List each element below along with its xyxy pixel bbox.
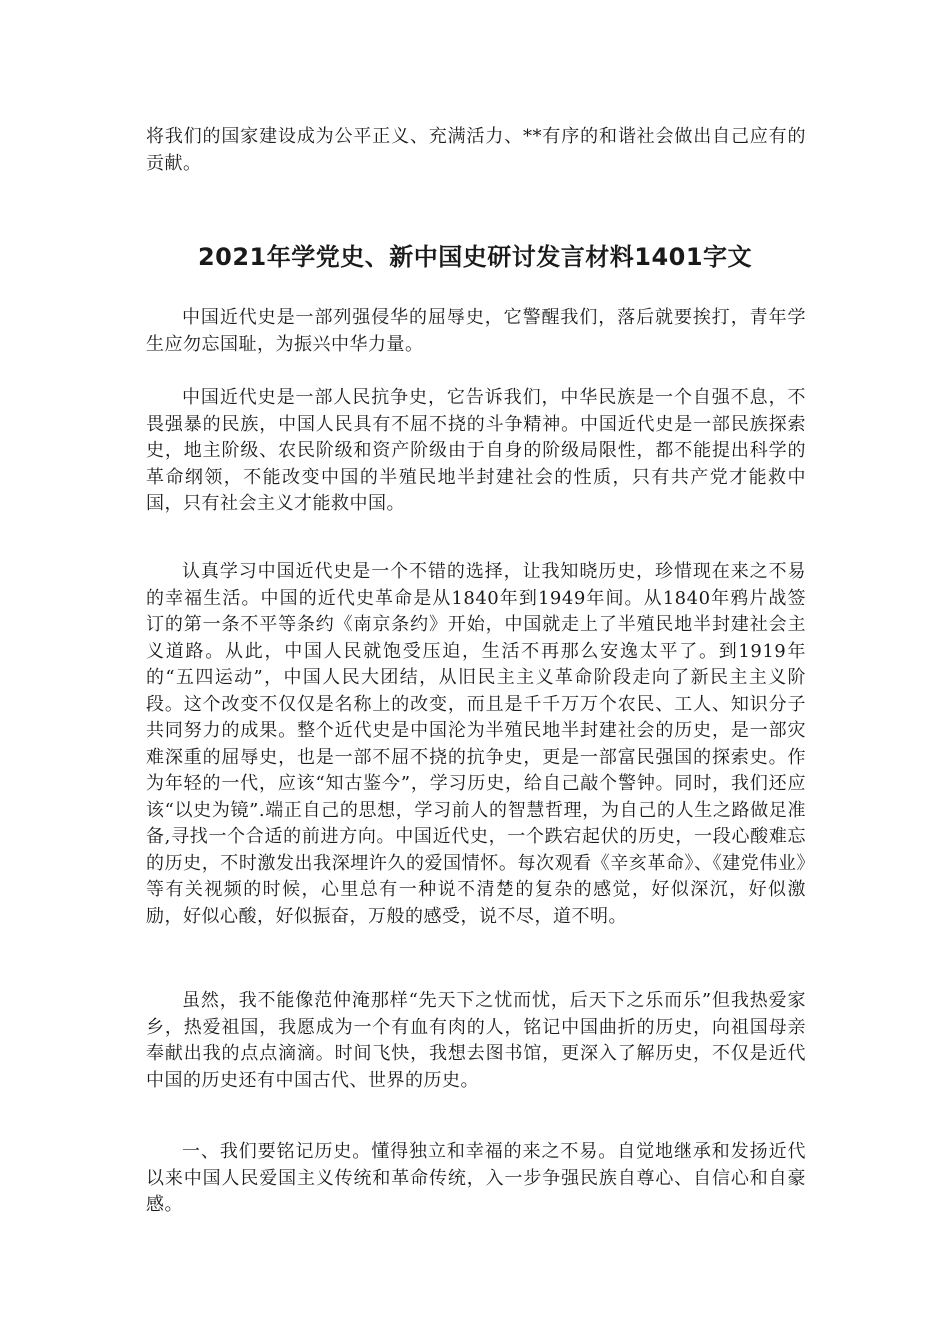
body-paragraph-3: 认真学习中国近代史是一个不错的选择，让我知晓历史，珍惜现在来之不易的幸福生活。中国的近代史革命是从1840年到1949年间。从1840年鸦片战签订的第一条不平等条约《南京条约》开始，中国就走上了半殖民地半封建社会主义道路。从此，中国人民就饱受压迫，生活不再那么安逸太平了。到1919年的“五四运动”，中国人民大团结，从旧民主主义革命阶段走向了新民主主义阶段。这个改变不仅仅是名称上的改变，而且是千千万万个农民、工人、知识分子共同努力的成果。整个近代史是中国沦为半殖民地半封建社会的历史，是一部灾难深重的屈辱史，也是一部不屈不挠的抗争史，更是一部富民强国的探索史。作为年轻的一代，应该“知古鉴今”，学习历史，给自己敲个警钟。同时，我们还应该“以史为镜”.端正自己的思想，学习前人的智慧哲理，为自己的人生之路做足准备,寻找一个合适的前进方向。中国近代史，一个跌宕起伏的历史，一段心酸难忘的历史，不时激发出我深埋许久的爱国情怀。每次观看《辛亥革命》、《建党伟业》等有关视频的时候，心里总有一种说不清楚的复杂的感觉，好似深沉，好似激励，好似心酸，好似振奋，万般的感受，说不尽，道不明。 xyxy=(146,561,806,927)
document-title: 2021年学党史、新中国史研讨发言材料1401字文 xyxy=(197,243,753,271)
body-paragraph-4: 虽然，我不能像范仲淹那样“先天下之忧而忧，后天下之乐而乐”但我热爱家乡，热爱祖国，我愿成为一个有血有肉的人，铭记中国曲折的历史，向祖国母亲奉献出我的点点滴滴。时间飞快，我想去图书馆，更深入了解历史，不仅是近代中国的历史还有中国古代、世界的历史。 xyxy=(146,990,806,1091)
body-paragraph-1: 中国近代史是一部列强侵华的屈辱史，它警醒我们，落后就要挨打，青年学生应勿忘国耻，为振兴中华力量。 xyxy=(146,307,806,355)
body-paragraph-5: 一、我们要铭记历史。懂得独立和幸福的来之不易。自觉地继承和发扬近代以来中国人民爱国主义传统和革命传统，入一步争强民族自尊心、自信心和自豪感。 xyxy=(146,1141,806,1215)
body-paragraph-2: 中国近代史是一部人民抗争史，它告诉我们，中华民族是一个自强不息，不畏强暴的民族，中国人民具有不屈不挠的斗争精神。中国近代史是一部民族探索史，地主阶级、农民阶级和资产阶级由于自身的阶级局限性，都不能提出科学的革命纲领，不能改变中国的半殖民地半封建社会的性质，只有共产党才能救中国，只有社会主义才能救中国。 xyxy=(146,387,806,514)
continuation-paragraph: 将我们的国家建设成为公平正义、充满活力、**有序的和谐社会做出自己应有的贡献。 xyxy=(146,126,806,174)
